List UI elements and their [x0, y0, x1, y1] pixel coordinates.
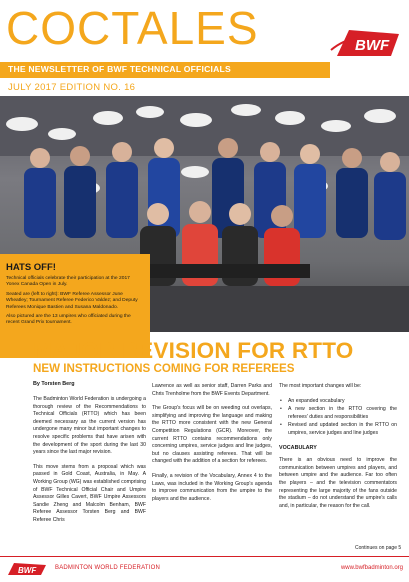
footer-bwf-logo [4, 561, 48, 577]
bwf-logo [329, 26, 403, 60]
paragraph: The most important changes will be: [279, 383, 362, 389]
issue-line: JULY 2017 EDITION NO. 16 [8, 82, 136, 93]
list-item: • Revised and updated section in the RTTO on umpires, service judges and line judges [279, 422, 397, 437]
paragraph: There is an obvious need to improve the communication between umpires and players, and between umpire and the audience. Far too often the players – and the television commentators representing the large majority of the fans outside the stadium – do not understand the umpire's calls and, in particular, the reason for the call. [279, 457, 397, 509]
caption-text-2: Seated are (left to right): BWF Referee Assessor June Wheatley; Tournament Referee Federico Valdez; and Deputy Referees Monique Bastien and Susana Maldonado. [6, 291, 138, 310]
changes-list [279, 398, 397, 438]
caption-text-3: Also pictured are the 13 umpires who officiated during the recent Grand Prix tournament. [6, 314, 131, 326]
continued-note: Continues on page 5 [355, 545, 402, 551]
article-subhead: NEW INSTRUCTIONS COMING FOR REFEREES [33, 362, 295, 375]
caption-text-1: Technical officials celebrate their participation at the 2017 Yonex Canada Open in July. [6, 276, 130, 288]
logo-text: BWF [355, 37, 390, 54]
footer-rule [0, 556, 409, 557]
section-heading: VOCABULARY [279, 444, 317, 451]
article-byline: By Torsten Berg [33, 381, 75, 387]
article-column-3 [279, 383, 397, 517]
masthead [0, 0, 409, 96]
svg-text:BWF: BWF [18, 566, 37, 575]
article-headline: MAJOR REVISION FOR RTTO [33, 338, 354, 363]
newsletter-title [6, 2, 259, 54]
paragraph: The Group's focus will be on weeding out overlaps, simplifying and improving the language and making the RTTO more consistent with the new General Competition Regulations (GCR). Moreover, the current RTTO contains recommendations only concerning umpires, service judges and line judges, but no clauses assisting referees. That will be changed with the addition of a section for referees. [152, 405, 272, 465]
paragraph: The Badminton World Federation is undergoing a thorough review of the Recommendations to Technical Officials (RTTO) which has been deemed necessary as the current version has undergone many minor but important changes to resolve specific problems that have arisen with the development of the sport during the last 30 years since the last major revision. [33, 396, 146, 456]
title-tales: TALES [111, 2, 259, 54]
list-item: • A new section in the RTTO covering the referees' duties and responsibilities [279, 406, 397, 421]
article-column-1 [33, 396, 146, 532]
footer-organisation: BADMINTON WORLD FEDERATION [55, 565, 160, 571]
newsletter-subtitle: THE NEWSLETTER OF BWF TECHNICAL OFFICIALS [8, 64, 231, 74]
title-coc: COC [6, 2, 112, 54]
paragraph: Finally, a revision of the Vocabulary, Annex 4 to the Laws, was included in the Working Group's agenda to improve communication from the umpire to the players and the audience. [152, 472, 272, 502]
paragraph: This move stems from a proposal which was passed in Gold Coast, Australia, in May. A Working Group (WG) was established comprising of BWF Technical Official Chair and Umpire Assessor Gilles Cavert, BWF Umpire Assessors Sandie Zheng and Malcolm Benham, BWF Referee Assessor Torsten Berg and BWF Referee Chris [33, 463, 146, 523]
list-item: • An expanded vocabulary [279, 398, 397, 406]
footer-website-link[interactable]: www.bwfbadminton.org [340, 565, 403, 571]
caption-heading: HATS OFF! [6, 262, 56, 273]
article-column-2 [152, 383, 272, 510]
paragraph: Lawrence as well as senior staff, Darren Parks and Chris Trenholme from the BWF Events Department. [152, 383, 272, 397]
